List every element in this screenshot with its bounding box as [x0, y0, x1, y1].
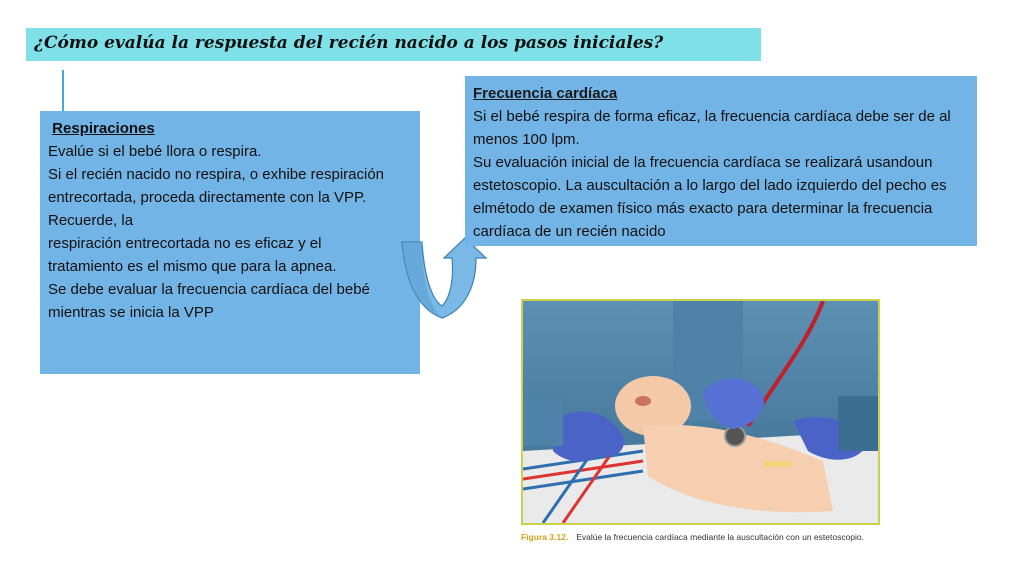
connector-line [62, 70, 64, 112]
respiraciones-box [40, 111, 420, 374]
respiraciones-line-3: Recuerde, la [48, 212, 134, 229]
respiraciones-line-1: Evalúe si el bebé llora o respira. [48, 143, 262, 160]
respiraciones-heading: Respiraciones [52, 120, 155, 137]
frecuencia-line-1: Si el bebé respira de forma eficaz, la frecuencia cardíaca debe ser de al menos 100 lpm. [473, 108, 951, 148]
figure-caption [521, 532, 941, 542]
respiraciones-line-4: respiración entrecortada no es eficaz y el tratamiento es el mismo que para la apnea. [48, 235, 337, 275]
frecuencia-heading: Frecuencia cardíaca [473, 85, 618, 102]
respiraciones-line-5: Se debe evaluar la frecuencia cardíaca del bebé mientras se inicia la VPP [48, 281, 370, 321]
respiraciones-line-2: Si el recién nacido no respira, o exhibe respiración entrecortada, proceda directamente con la VPP. [48, 166, 385, 206]
slide-title: ¿Cómo evalúa la respuesta del recién nacido a los pasos iniciales? [26, 28, 761, 61]
frecuencia-box [465, 76, 977, 246]
curved-arrow-icon [398, 236, 488, 320]
figure-caption-text: Evalúe la frecuencia cardíaca mediante la auscultación con un estetoscopio. [576, 532, 865, 542]
frecuencia-line-2: Su evaluación inicial de la frecuencia cardíaca se realizará usandoun estetoscopio. La auscultación a lo largo del lado izquierdo del pecho es elmétodo de examen físico más exacto para determinar la frecuencia cardíaca de un recién nacido [473, 154, 947, 240]
stethoscope-photo [521, 299, 880, 525]
figure-label: Figura 3.12. [521, 532, 569, 542]
